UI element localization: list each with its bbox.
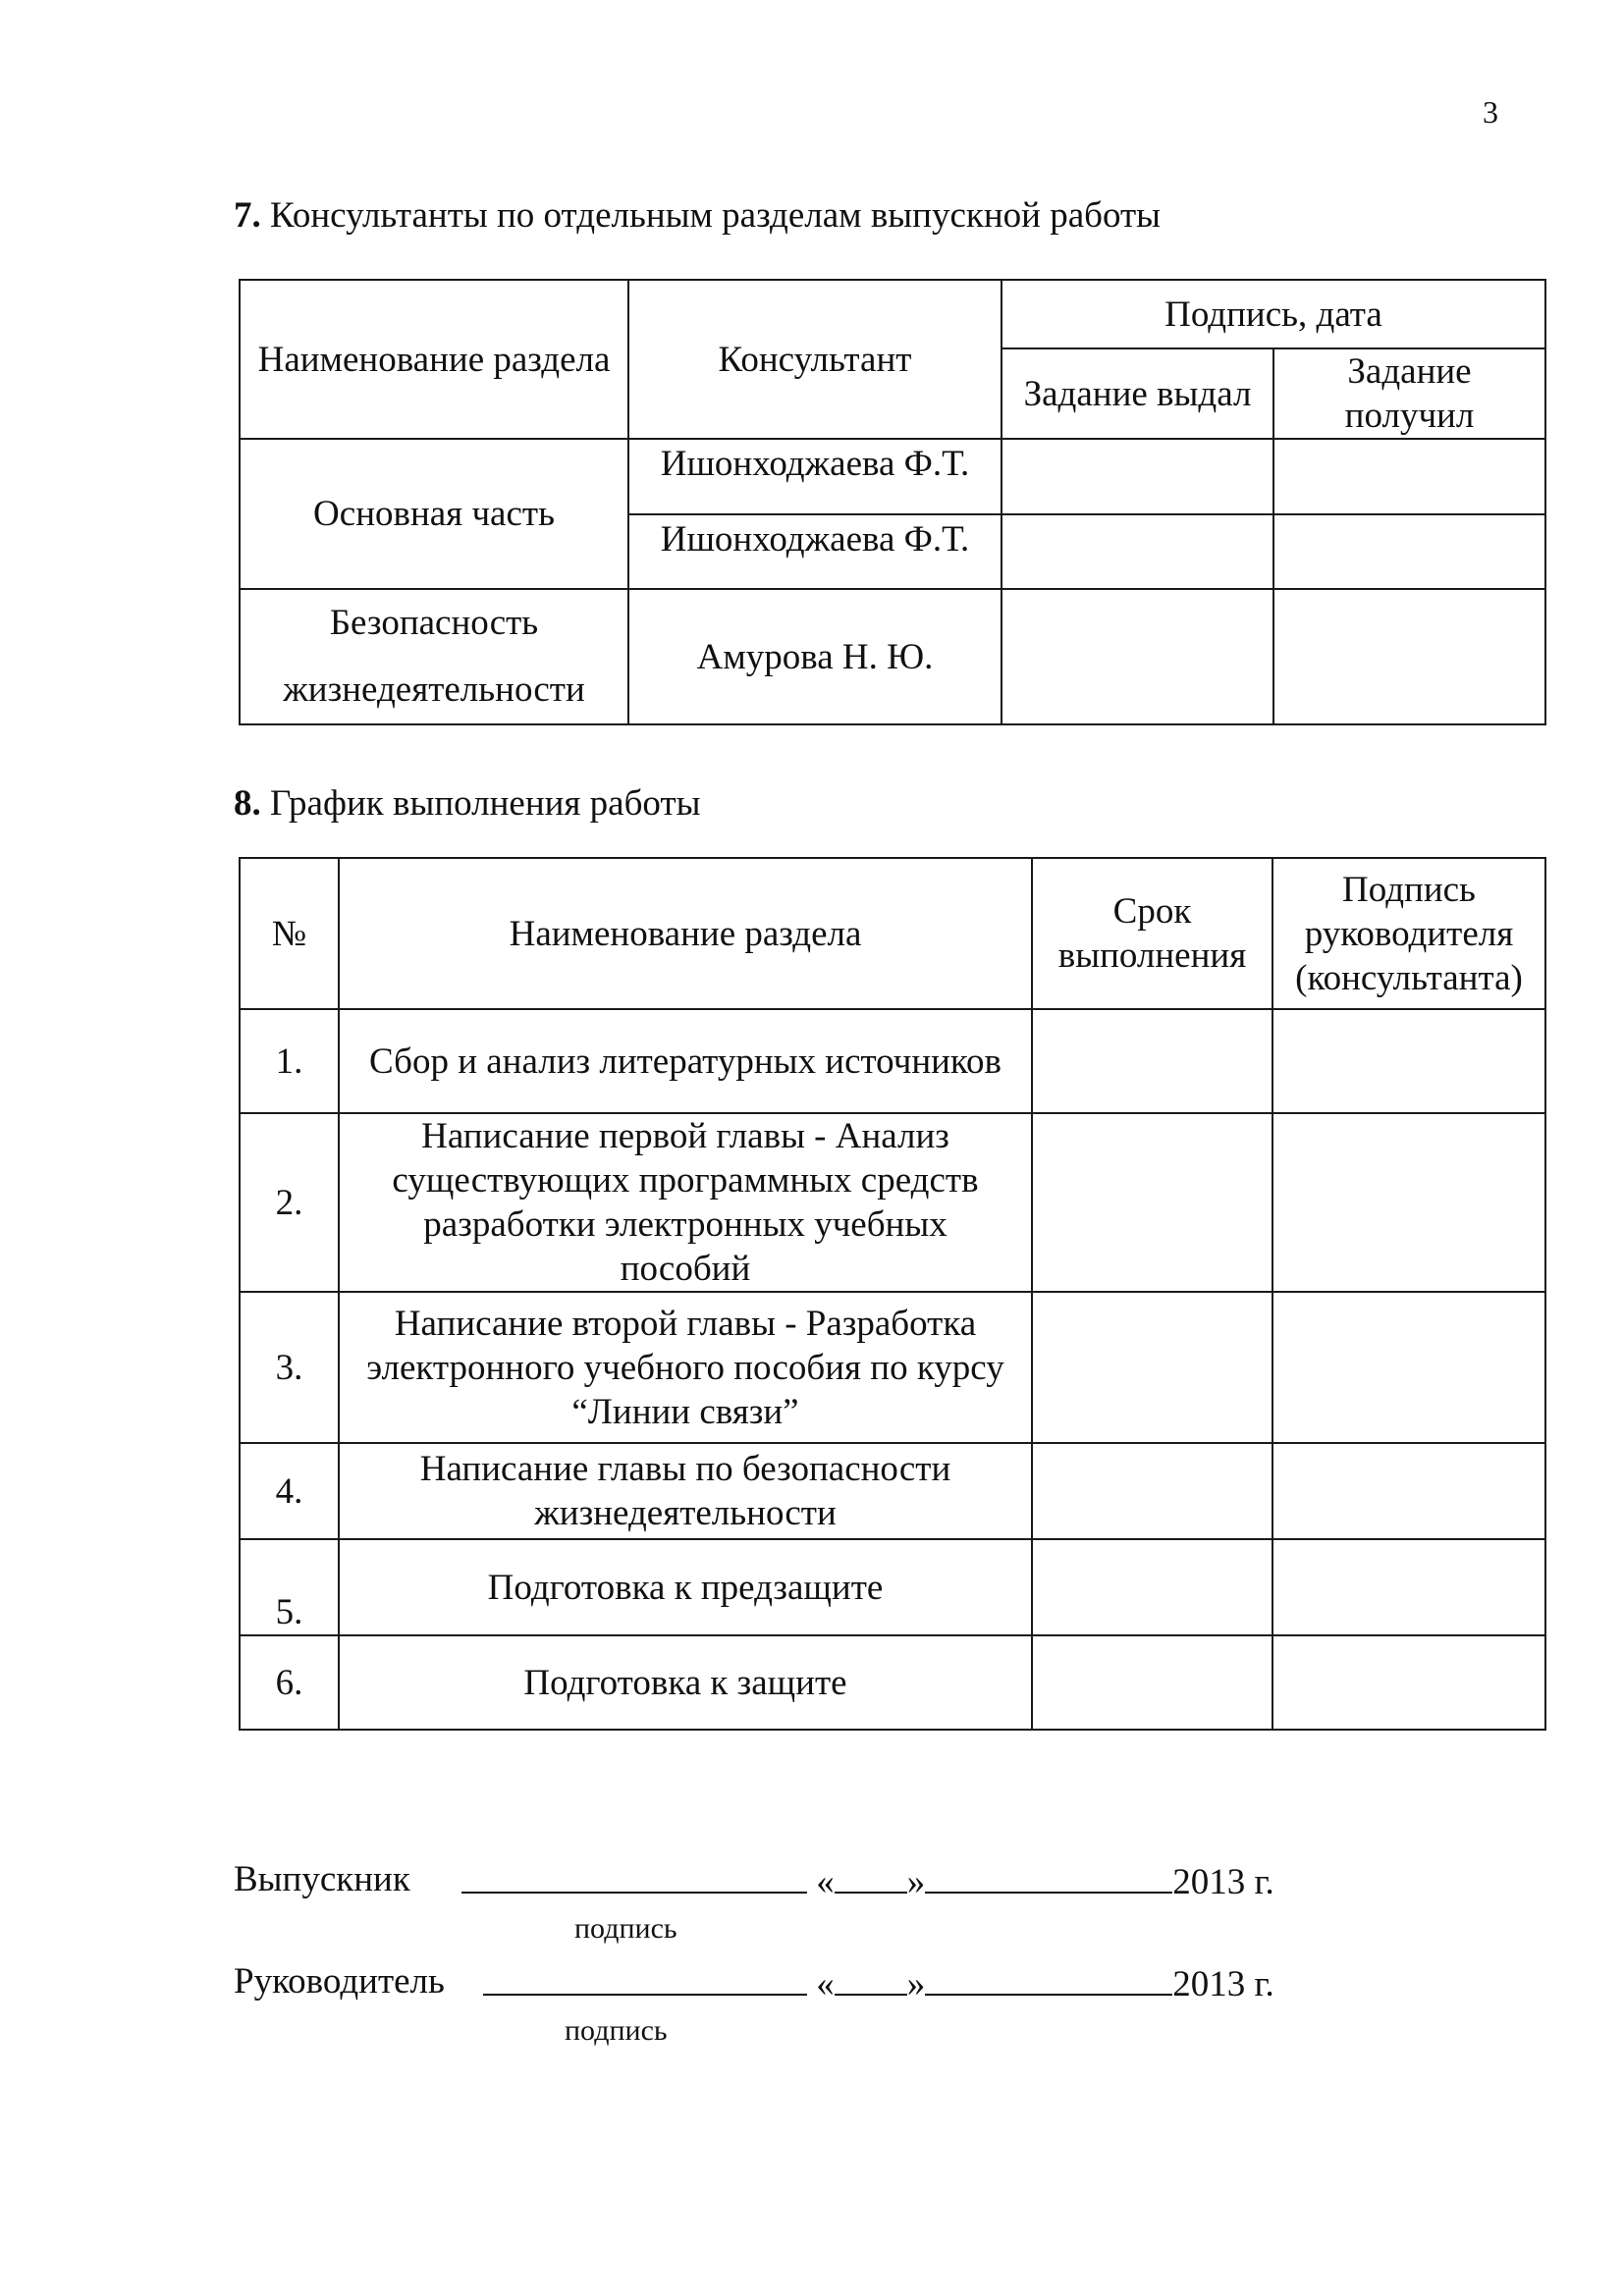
row-number: 3. xyxy=(240,1292,339,1443)
signature-blank xyxy=(483,1960,807,1996)
header-task-issued: Задание выдал xyxy=(1001,348,1273,439)
header-section-name: Наименование раздела xyxy=(240,280,628,439)
header-supervisor-signature: Подпись руководителя (консультанта) xyxy=(1272,858,1545,1009)
row-section-name: Сбор и анализ литературных источников xyxy=(339,1009,1032,1113)
section-7-title xyxy=(234,194,1161,237)
day-blank xyxy=(835,1960,907,1996)
task-issued-cell xyxy=(1001,439,1273,514)
header-signature-date: Подпись, дата xyxy=(1001,280,1545,348)
row-section-name: Подготовка к предзащите xyxy=(339,1539,1032,1635)
graduate-signature-line xyxy=(234,1858,410,1900)
signature-cell xyxy=(1272,1009,1545,1113)
consultant-name-cell: Амурова Н. Ю. xyxy=(628,589,1001,724)
supervisor-signature-line xyxy=(234,1960,445,2002)
row-number: 4. xyxy=(240,1443,339,1539)
row-number: 2. xyxy=(240,1113,339,1292)
signature-blank xyxy=(461,1858,807,1894)
section-7-title-text: Консультанты по отдельным разделам выпускной работы xyxy=(260,195,1161,236)
deadline-cell xyxy=(1032,1113,1272,1292)
header-consultant: Консультант xyxy=(628,280,1001,439)
graduate-signature-caption: подпись xyxy=(574,1912,677,1945)
year-text: 2013 г. xyxy=(1172,1964,1274,2004)
signature-cell xyxy=(1272,1539,1545,1635)
signature-cell xyxy=(1272,1113,1545,1292)
deadline-cell xyxy=(1032,1009,1272,1113)
deadline-cell xyxy=(1032,1539,1272,1635)
graduate-signature-field xyxy=(461,1858,1274,1903)
schedule-table xyxy=(239,857,1546,1731)
page-number: 3 xyxy=(1483,94,1498,130)
signature-cell xyxy=(1272,1443,1545,1539)
day-blank xyxy=(835,1858,907,1894)
deadline-cell xyxy=(1032,1292,1272,1443)
header-deadline: Срок выполнения xyxy=(1032,858,1272,1009)
signature-cell xyxy=(1272,1635,1545,1730)
deadline-cell xyxy=(1032,1443,1272,1539)
quote-open: « xyxy=(816,1862,835,1902)
header-task-received: Задание получил xyxy=(1273,348,1545,439)
quote-close: » xyxy=(906,1862,926,1902)
row-section-name: Написание второй главы - Разработка электронного учебного пособия по курсу “Линии связи” xyxy=(339,1292,1032,1443)
consultant-section-cell: Основная часть xyxy=(240,439,628,589)
supervisor-signature-caption: подпись xyxy=(565,2014,668,2047)
row-section-name: Написание первой главы - Анализ существующих программных средств разработки электронных учебных пособий xyxy=(339,1113,1032,1292)
consultant-section-cell: Безопасность жизнедеятельности xyxy=(240,589,628,724)
month-blank xyxy=(925,1858,1172,1894)
task-received-cell xyxy=(1273,514,1545,589)
supervisor-label: Руководитель xyxy=(234,1961,445,2002)
supervisor-signature-field xyxy=(483,1960,1274,2005)
section-8-number: 8. xyxy=(234,783,261,824)
task-received-cell xyxy=(1273,439,1545,514)
year-text: 2013 г. xyxy=(1172,1862,1274,1902)
signature-cell xyxy=(1272,1292,1545,1443)
section-8-title-text: График выполнения работы xyxy=(260,783,701,824)
row-number: 5. xyxy=(240,1539,339,1635)
task-issued-cell xyxy=(1001,514,1273,589)
section-7-number: 7. xyxy=(234,195,261,236)
row-number: 1. xyxy=(240,1009,339,1113)
consultants-table xyxy=(239,279,1546,725)
quote-open: « xyxy=(816,1964,835,2004)
row-section-name: Подготовка к защите xyxy=(339,1635,1032,1730)
deadline-cell xyxy=(1032,1635,1272,1730)
graduate-label: Выпускник xyxy=(234,1859,410,1899)
header-section-name: Наименование раздела xyxy=(339,858,1032,1009)
month-blank xyxy=(925,1960,1172,1996)
task-received-cell xyxy=(1273,589,1545,724)
quote-close: » xyxy=(906,1964,926,2004)
task-issued-cell xyxy=(1001,589,1273,724)
row-number: 6. xyxy=(240,1635,339,1730)
header-number: № xyxy=(240,858,339,1009)
section-8-title xyxy=(234,782,700,825)
consultant-name-cell: Ишонходжаева Ф.Т. xyxy=(628,514,1001,589)
row-section-name: Написание главы по безопасности жизнедеятельности xyxy=(339,1443,1032,1539)
consultant-name-cell: Ишонходжаева Ф.Т. xyxy=(628,439,1001,514)
